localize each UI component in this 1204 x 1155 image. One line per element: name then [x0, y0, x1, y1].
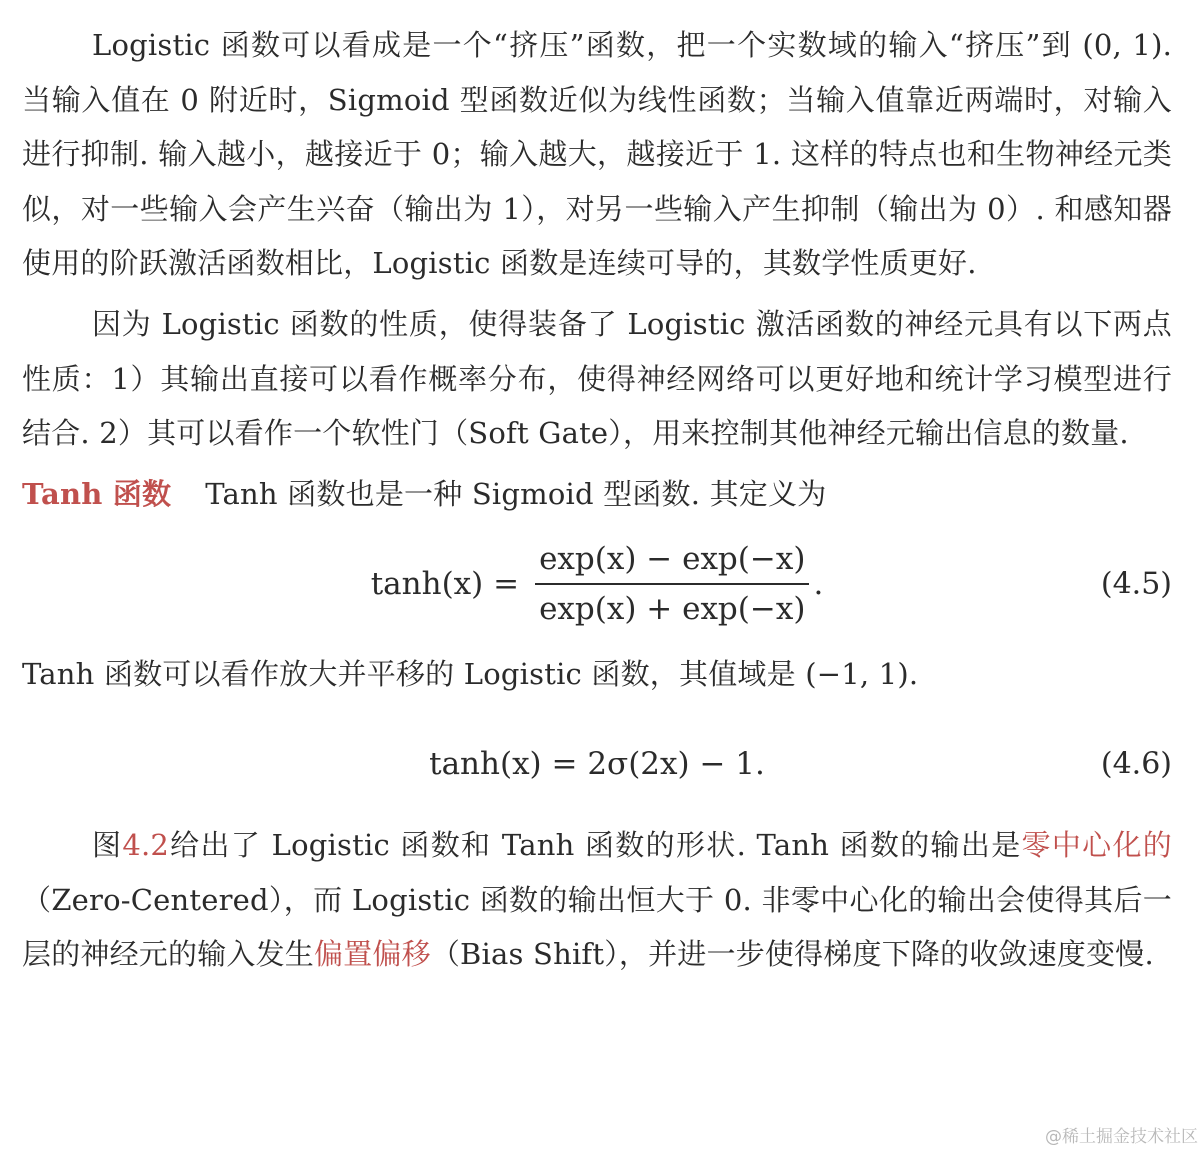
- equation-4-5-body: [371, 541, 824, 627]
- equation-4-5-denominator: exp(x) + exp(−x): [539, 591, 806, 628]
- tanh-intro: Tanh 函数也是一种 Sigmoid 型函数. 其定义为: [205, 476, 827, 511]
- equation-4-5-period: .: [813, 566, 824, 603]
- tanh-definition-line: [22, 467, 1172, 522]
- term-bias-shift: 偏置偏移: [314, 937, 431, 972]
- paragraph-logistic-squash: Logistic 函数可以看成是一个“挤压”函数，把一个实数域的输入“挤压”到 (0, 1). 当输入值在 0 附近时，Sigmoid 型函数近似为线性函数；当输入值靠近两端时，对输入进行抑制. 输入越小，越接近于 0；输入越大，越接近于 1. 这样的特点也和生物神经元类似，对一些输入会产生兴奋（输出为 1），对另一些输入产生抑制（输出为 0）. 和感知器使用的阶跃激活函数相比，Logistic 函数是连续可导的，其数学性质更好.: [22, 28, 1172, 281]
- equation-4-6: [22, 718, 1172, 810]
- p4-part2: 给出了 Logistic 函数和 Tanh 函数的形状. Tanh 函数的输出是: [169, 827, 1022, 862]
- equation-4-5-lhs: tanh(x) =: [370, 566, 520, 603]
- equation-4-5-fraction: [535, 541, 809, 627]
- equation-4-5-numerator: exp(x) − exp(−x): [535, 541, 809, 585]
- p4-part1: 图: [92, 827, 123, 862]
- figure-reference-link[interactable]: 4.2: [122, 827, 170, 862]
- tanh-heading: Tanh 函数: [22, 476, 172, 511]
- p4-part3: （Zero-Centered），而 Logistic 函数的输出恒大于 0. 非零中心化的输出会使得其后一层的神经元的输入发生: [22, 882, 1172, 972]
- term-zero-centered: 零中心化的: [1021, 827, 1172, 862]
- equation-4-5: [22, 529, 1172, 639]
- equation-number-4-6: (4.6): [1100, 746, 1172, 782]
- paragraph-zero-centered: [22, 818, 1172, 982]
- watermark: @稀土掘金技术社区: [1045, 1127, 1198, 1147]
- p4-part4: （Bias Shift），并进一步使得梯度下降的收敛速度变慢.: [430, 937, 1154, 972]
- equation-number-4-5: (4.5): [1100, 566, 1172, 602]
- paragraph-logistic-properties: 因为 Logistic 函数的性质，使得装备了 Logistic 激活函数的神经元具有以下两点性质：1）其输出直接可以看作概率分布，使得神经网络可以更好地和统计学习模型进行结合. 2）其可以看作一个软性门（Soft Gate），用来控制其他神经元输出信息的数量.: [22, 306, 1172, 451]
- page-content: [22, 18, 1172, 982]
- equation-4-6-body: tanh(x) = 2σ(2x) − 1.: [429, 745, 765, 782]
- paragraph-tanh-range: Tanh 函数可以看作放大并平移的 Logistic 函数，其值域是 (−1, 1).: [22, 657, 919, 692]
